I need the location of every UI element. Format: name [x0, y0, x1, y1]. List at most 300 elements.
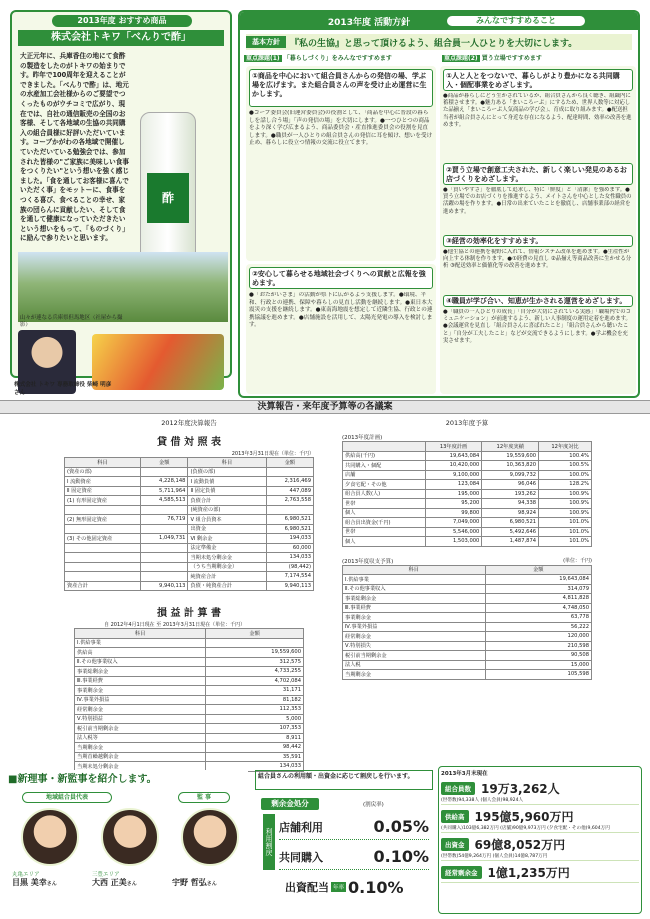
- left-panel: [10, 10, 232, 378]
- landscape-photo: [18, 252, 228, 322]
- pl-date: 自 2012年4月1日現在 至 2013年3月31日現在（単位：千円）: [104, 622, 246, 628]
- table-cell: Ⅴ.特別損失: [343, 641, 486, 651]
- stat-block: [441, 808, 639, 833]
- table-cell: 95,200: [425, 499, 482, 509]
- table-cell: 1,049,731: [141, 534, 188, 544]
- table-cell: 店舗: [343, 470, 426, 480]
- table-cell: 法人税等: [75, 733, 206, 743]
- table-row: [75, 714, 304, 724]
- director-suffix: さん: [206, 881, 217, 887]
- table-cell: 7,049,000: [425, 518, 482, 528]
- table-cell: [266, 505, 313, 515]
- table-row: [65, 505, 314, 515]
- table-cell: 193,262: [482, 489, 539, 499]
- table-cell: 法人税: [343, 660, 486, 670]
- table-cell: 35,591: [206, 752, 304, 762]
- k1-text: 「暮らしづくり」をみんなですすめます: [283, 55, 392, 62]
- table-cell: 76,719: [141, 515, 188, 525]
- table-row: [343, 670, 592, 680]
- stat-label: 供給高: [441, 810, 469, 823]
- table-cell: [141, 562, 188, 572]
- table-row: [343, 575, 592, 585]
- director-area: 丸亀エリア: [12, 872, 40, 878]
- right-badge: 2013年度 活動方針: [327, 18, 411, 28]
- table-cell: 税引前当期剰余金: [75, 724, 206, 734]
- dividend-intro: 組合員さんの利用額・出資金に応じて割戻しを行います。: [255, 770, 433, 790]
- table-cell: 法定準備金: [188, 543, 266, 553]
- table-cell: 195,000: [425, 489, 482, 499]
- basic-policy-text: 『私の生協』と思って頂けるよう、組合員一人ひとりを大切にします。: [290, 39, 578, 49]
- table-cell: [65, 562, 141, 572]
- table-cell: 81,182: [206, 695, 304, 705]
- table-cell: [65, 524, 141, 534]
- table-cell: 4,733,255: [206, 667, 304, 677]
- bottle-label-icon: 酢: [147, 173, 189, 223]
- table-header-cell: 金額: [206, 629, 304, 639]
- table-cell: （うち当期剰余金）: [188, 562, 266, 572]
- table-cell: 100.9%: [539, 499, 592, 509]
- d3-body: ●他生協との連携を視野に入れて、情報システム改革を進めます。●生産性が向上する体制を作ります。●①経費の見直し ②品揃え等商品改善に生かせる分析 ③配送効率と価値化等の改善を進めます。: [443, 249, 632, 270]
- directors-panel: [8, 770, 248, 912]
- table-header-row: [343, 442, 592, 452]
- director-card: [172, 808, 248, 908]
- table-header-row: [75, 629, 304, 639]
- table-cell: Ⅲ.事業経費: [343, 603, 486, 613]
- table-row: [65, 486, 314, 496]
- table-row: [75, 752, 304, 762]
- table-cell: 2,316,469: [266, 477, 313, 487]
- right-slogan: みんなですすめること: [446, 15, 586, 27]
- table-row: [343, 527, 592, 537]
- bs-caption: 2012年度決算報告: [161, 419, 217, 427]
- table-row: [343, 632, 592, 642]
- director-photo: [181, 808, 239, 866]
- rev-sub: (2013年度収支予算): [342, 558, 394, 565]
- c2-box: [246, 264, 436, 394]
- table-row: [343, 451, 592, 461]
- table-row: [343, 508, 592, 518]
- table-cell: [141, 524, 188, 534]
- table-header-cell: 金額: [141, 458, 188, 468]
- table-cell: 9,940,113: [266, 581, 313, 591]
- table-header-cell: 12年度実績: [482, 442, 539, 452]
- stat-value: 19万3,262人: [481, 782, 560, 796]
- section-title: 決算報告・来年度予算等の各議案: [257, 402, 393, 412]
- table-cell: 10,363,820: [482, 461, 539, 471]
- rev-unit: (単位：千円): [563, 557, 592, 564]
- table-row: [343, 584, 592, 594]
- rev-table: [342, 565, 592, 680]
- table-cell: Ⅲ.事業経費: [75, 676, 206, 686]
- stat-value: 195億5,960万円: [474, 810, 574, 824]
- table-cell: 19,643,084: [425, 451, 482, 461]
- c1-title: ①商品を中心において組合員さんからの発信の場、学ぶ場を広げます。また組合員さんの声を受け止め運営に生かします。: [249, 69, 433, 107]
- table-cell: 134,033: [266, 553, 313, 563]
- d1-body: ●商品が暮らしにどう生かされているか、組合員さんから良く聴き、組織内に蓄積させます。●魅力ある「まいころーぷ」にするため、世界人数等に対応した品揃え「まいころーぷ人気商品の学び会」、育成に取り組みます。●配送担当者が組合員さんにとって身近な存在になるよう、配達時間、効率の改善を進めます。: [443, 93, 632, 128]
- table-cell: [266, 467, 313, 477]
- table-row: [75, 657, 304, 667]
- table-cell: 101.0%: [539, 527, 592, 537]
- table-row: [65, 543, 314, 553]
- table-cell: 6,980,521: [266, 515, 313, 525]
- payout-tag: 年率: [331, 882, 346, 892]
- table-cell: [141, 572, 188, 582]
- table-row: [343, 470, 592, 480]
- director-area: [172, 870, 248, 877]
- table-header-cell: 13年度計画: [425, 442, 482, 452]
- table-row: [75, 676, 304, 686]
- table-cell: Ⅱ.その他事業収入: [75, 657, 206, 667]
- stats-asof: 2013年3月末現在: [441, 771, 488, 777]
- table-cell: 120,000: [485, 632, 591, 642]
- table-cell: 96,046: [482, 480, 539, 490]
- table-cell: Ⅱ 固定資産: [65, 486, 141, 496]
- table-cell: 4,702,084: [206, 676, 304, 686]
- table-cell: 4,811,828: [485, 594, 591, 604]
- stat-value: 69億8,052万円: [474, 838, 566, 852]
- director-name-text: 宇野 哲弘: [172, 878, 207, 887]
- table-cell: 100.4%: [539, 451, 592, 461]
- table-cell: 447,089: [266, 486, 313, 496]
- table-cell: Ⅰ.供給事業: [343, 575, 486, 585]
- dividend-side: 利用割戻: [263, 814, 275, 870]
- table-header-row: [343, 565, 592, 575]
- director-photo: [101, 808, 159, 866]
- table-cell: 2,763,558: [266, 496, 313, 506]
- table-cell: Ⅰ 流動資産: [65, 477, 141, 487]
- table-row: [75, 686, 304, 696]
- basic-policy-row: [246, 34, 632, 50]
- table-cell: 事業総剰余金: [343, 594, 486, 604]
- table-cell: Ⅵ 剰余金: [188, 534, 266, 544]
- stat-value: 1億1,235万円: [487, 866, 570, 880]
- c2-title: ②安心して暮らせる地域社会づくりへの貢献と広報を強めます。: [249, 267, 433, 289]
- dividend-panel: [255, 770, 433, 912]
- basic-policy-label: 基本方針: [246, 36, 286, 48]
- d3-title: ③経営の効率化をすすめます。: [443, 235, 633, 247]
- table-cell: 負債・純資産合計: [188, 581, 266, 591]
- stat-sub: (世帯数)94,338人 (個人会員)98,924人: [441, 798, 524, 803]
- table-cell: 63,778: [485, 613, 591, 623]
- d1-title: ①人と人とをつないで、暮らしがより豊かになる共同購入・個配事業をめざします。: [443, 69, 633, 91]
- table-cell: 出資金: [188, 524, 266, 534]
- table-cell: 100.9%: [539, 489, 592, 499]
- table-cell: 1,503,000: [425, 537, 482, 547]
- table-cell: 194,033: [266, 534, 313, 544]
- table-cell: 5,000: [206, 714, 304, 724]
- table-cell: 共同購入・個配: [343, 461, 426, 471]
- table-row: [343, 651, 592, 661]
- table-row: [65, 553, 314, 563]
- photo-caption: 山々が連なる兵庫県但馬地区（社屋から撮影）: [20, 315, 123, 328]
- table-row: [65, 477, 314, 487]
- table-cell: (2) 無形固定資産: [65, 515, 141, 525]
- left-badge: 2013年度 おすすめ商品: [52, 15, 192, 27]
- right-label: 監 事: [178, 792, 230, 803]
- table-cell: 100.9%: [539, 508, 592, 518]
- balance-sheet: [64, 418, 314, 591]
- table-cell: 6,980,521: [482, 518, 539, 528]
- payout-label: 出資配当: [285, 881, 329, 894]
- table-cell: 4,585,513: [141, 496, 188, 506]
- table-header-cell: 金額: [266, 458, 313, 468]
- table-row: [343, 660, 592, 670]
- table-row: [75, 724, 304, 734]
- dividend-row-value: 0.05%: [373, 817, 429, 836]
- table-cell: 15,000: [485, 660, 591, 670]
- table-cell: 組合員出資金(千円): [343, 518, 426, 528]
- table-cell: 個人: [343, 537, 426, 547]
- table-cell: 94,338: [482, 499, 539, 509]
- table-row: [75, 743, 304, 753]
- table-cell: 210,598: [485, 641, 591, 651]
- pl-title: 損 益 計 算 書: [157, 608, 221, 619]
- c2-body: ●「おたがいさま」の活動が県下に広がるよう支援します。●環境、平和、行政との連携、保障や暮らしの見直し活動を継続します。●東日本大震災の支援を継続します。●東南海地震を想定して近隣生協、行政との連携協議を進めます。●店舗施設を活用して、太陽光発電の導入を検討します。: [249, 292, 433, 329]
- section-title-bar: [0, 400, 650, 414]
- table-cell: Ⅱ.その他事業収入: [343, 584, 486, 594]
- table-header-cell: 12年度対比: [539, 442, 592, 452]
- table-cell: Ⅰ.供給事業: [75, 638, 206, 648]
- directors-title: ■新理事・新監事を紹介します。: [8, 774, 157, 785]
- table-row: [75, 695, 304, 705]
- table-row: [343, 603, 592, 613]
- dividend-unit-note: (割戻率): [363, 802, 384, 808]
- table-cell: 当期剰余金: [75, 743, 206, 753]
- director-suffix: さん: [126, 881, 137, 887]
- table-cell: 当期剰余金: [343, 670, 486, 680]
- d2-body: ●「買いやすさ」を徹底して追求し、特に「鮮度」と「清潔」を強めます。●買う立場でのお店づくりを推進するよう、メイトさんを中心とした女性職員の活躍の場を作ります。●日常の出来ていたことを徹底し、店舗事業部の経営を進めます。: [443, 187, 632, 215]
- table-cell: 99,800: [425, 508, 482, 518]
- bs-table: [64, 457, 314, 591]
- k1-label: 重点課題(1): [246, 55, 280, 62]
- director-name-text: 目黒 美幸: [12, 878, 47, 887]
- table-cell: 当期未処分剰余金: [188, 553, 266, 563]
- table-row: [75, 638, 304, 648]
- table-row: [343, 518, 592, 528]
- director-card: [92, 808, 168, 908]
- stat-block: [441, 836, 639, 861]
- table-header-cell: 科目: [343, 565, 486, 575]
- table-row: [343, 537, 592, 547]
- left-body: 大正元年に、兵庫香住の地にて食酢の製造をしたのがトキワの始まりです。昨年で100周年を迎えることができました。「べんりで酢」は、地元の水産加工会社様からのご要望でつくったものがウチコミで広がり、現在では、自社の通信販売の全国のお客様、そして各地域の生協の共同購入の組合員様に好評いただいています。コープかがわの各地域で開催していただいている勉強会では、参加された皆様の"ご家族に美味しい食事をつくりたい"という想いを強く感じました。「食を通してお客様に喜んでいただく事」をモットーに、食事をつくる喜び、食べることの幸せ、家族の団らんに貢献したい、そして食を通して健康になっていただきたいという想いをもって、「ものづくり」に励んで参りたいと思います。: [20, 52, 129, 243]
- director-name-text: 大西 正美: [92, 878, 127, 887]
- table-cell: 供給高: [75, 648, 206, 658]
- table-row: [343, 622, 592, 632]
- table-cell: 経常剰余金: [75, 705, 206, 715]
- table-cell: [206, 638, 304, 648]
- table-cell: [65, 553, 141, 563]
- director-card: [12, 808, 88, 908]
- table-cell: 税引前当期剰余金: [343, 651, 486, 661]
- bs-title: 貸 借 対 照 表: [157, 437, 221, 448]
- table-cell: 123,084: [425, 480, 482, 490]
- table-row: [65, 534, 314, 544]
- table-cell: 56,222: [485, 622, 591, 632]
- c1-body: ●コープ委員会(旧運営委員会)の役割として、「商品を中心に普段の暮らしを話し合う場」「声の発信の場」を大切にします。●一つひとつの商品をより深く学び広まるよう、商品委員会・産直推進委員会の役割を見直します。●職員が一人ひとりの組合員さんの発信に耳を傾け、想いを受け止め、暮らしに役立つ情報の交流に役立てます。: [249, 110, 433, 147]
- dividend-row-value: 0.10%: [373, 847, 429, 866]
- pl-statement: [64, 604, 314, 772]
- director-name: [92, 877, 168, 888]
- table-cell: 経常剰余金: [343, 632, 486, 642]
- dividend-row-label: 店舗利用: [279, 820, 323, 834]
- table-cell: Ⅴ 組合員資本: [188, 515, 266, 525]
- payout-value: 0.10%: [348, 877, 404, 897]
- company-title: 株式会社トキワ「べんりで酢」: [18, 30, 224, 46]
- table-cell: (1) 有形固定資産: [65, 496, 141, 506]
- table-cell: 128.2%: [539, 480, 592, 490]
- d2-title: ②買う立場で創意工夫された、新しく楽しい発見のあるお店づくりをめざします。: [443, 163, 633, 185]
- table-cell: (資産の部): [65, 467, 141, 477]
- table-cell: 8,911: [206, 733, 304, 743]
- stat-label: 経常剰余金: [441, 866, 482, 879]
- table-cell: 負債合計: [188, 496, 266, 506]
- stat-block: [441, 864, 639, 883]
- d-column: [440, 66, 636, 394]
- table-row: [75, 733, 304, 743]
- table-cell: 事業剰余金: [343, 613, 486, 623]
- table-cell: 31,171: [206, 686, 304, 696]
- table-row: [65, 581, 314, 591]
- table-row: [65, 496, 314, 506]
- table-header-cell: 科目: [75, 629, 206, 639]
- table-cell: 7,174,554: [266, 572, 313, 582]
- budget-table: [342, 441, 592, 547]
- person-caption: 株式会社 トキワ 専務取締役 柴崎 明彦さん: [14, 382, 112, 396]
- director-suffix: さん: [46, 881, 57, 887]
- table-cell: 4,748,050: [485, 603, 591, 613]
- table-row: [343, 461, 592, 471]
- table-cell: Ⅳ.事業外損益: [343, 622, 486, 632]
- right-panel: [238, 10, 640, 398]
- budget-title: 2013年度予算: [445, 419, 489, 427]
- budget-sub: (2013年度計画): [342, 435, 383, 441]
- stats-items: [441, 780, 639, 883]
- table-cell: 1,487,874: [482, 537, 539, 547]
- table-cell: 組合員人数(人): [343, 489, 426, 499]
- table-cell: Ⅱ 固定負債: [188, 486, 266, 496]
- table-cell: 事業剰余金: [75, 686, 206, 696]
- table-cell: 5,711,964: [141, 486, 188, 496]
- table-cell: 101.0%: [539, 518, 592, 528]
- table-header-row: [65, 458, 314, 468]
- table-cell: [65, 572, 141, 582]
- table-cell: (98,442): [266, 562, 313, 572]
- stat-label: 組合員数: [441, 782, 475, 795]
- table-row: [65, 467, 314, 477]
- table-cell: 100.5%: [539, 461, 592, 471]
- table-row: [75, 705, 304, 715]
- d4-title: ④職員が学び合い、知恵が生かされる運営をめざします。: [443, 295, 633, 307]
- table-cell: 事業総剰余金: [75, 667, 206, 677]
- table-cell: [141, 467, 188, 477]
- table-cell: [141, 505, 188, 515]
- table-cell: 19,643,084: [485, 575, 591, 585]
- director-name: [172, 877, 248, 888]
- table-cell: 101.0%: [539, 537, 592, 547]
- table-cell: 19,559,600: [482, 451, 539, 461]
- table-cell: (3) その他固定資産: [65, 534, 141, 544]
- payout-row: [285, 876, 429, 898]
- table-cell: 5,546,000: [425, 527, 482, 537]
- left-label: 地域組合員代表: [22, 792, 112, 803]
- table-cell: 供給高(千円): [343, 451, 426, 461]
- table-cell: Ⅳ.事業外損益: [75, 695, 206, 705]
- table-row: [75, 648, 304, 658]
- table-header-cell: 金額: [485, 565, 591, 575]
- table-row: [65, 515, 314, 525]
- budget-plan: [342, 418, 592, 680]
- director-name: [12, 877, 88, 888]
- table-cell: 98,442: [206, 743, 304, 753]
- table-row: [65, 572, 314, 582]
- k2-header: [442, 53, 637, 63]
- director-photo: [21, 808, 79, 866]
- table-cell: Ⅰ 流動負債: [188, 477, 266, 487]
- stat-label: 出資金: [441, 838, 469, 851]
- table-row: [343, 613, 592, 623]
- table-row: [65, 562, 314, 572]
- table-cell: 資産合計: [65, 581, 141, 591]
- table-cell: 9,940,113: [141, 581, 188, 591]
- table-cell: 90,508: [485, 651, 591, 661]
- table-cell: 当期未処分剰余金: [75, 762, 206, 772]
- c1-box: [246, 66, 436, 261]
- dividend-row-label: 共同購入: [279, 850, 323, 864]
- table-cell: 314,079: [485, 584, 591, 594]
- table-cell: 312,575: [206, 657, 304, 667]
- table-cell: 107,353: [206, 724, 304, 734]
- table-cell: 当期首繰越剰余金: [75, 752, 206, 762]
- k2-label: 重点課題(2): [444, 55, 478, 62]
- table-cell: 夕食宅配・その他: [343, 480, 426, 490]
- table-cell: 98,924: [482, 508, 539, 518]
- table-header-cell: 科目: [188, 458, 266, 468]
- table-row: [343, 641, 592, 651]
- table-cell: (純資産の部): [188, 505, 266, 515]
- stat-sub: (世帯数)54億9,264万円 (個人会員)14億8,787万円: [441, 854, 548, 859]
- d4-body: ●「職員の一人ひとりの成長」「自分が大切にされている実感」「職場内でのコミュニケーション」が前進するよう、新しい人事制度の運用定着を進めます。●会議運営を見直し「組合員さんに喜ばれたこと」「組合員さんから聴いたこと」「自分が工夫したこと」などが交流できるようにします。●学ぶ機会を充実させます。: [443, 309, 631, 344]
- table-cell: 世帯: [343, 499, 426, 509]
- table-row: [65, 524, 314, 534]
- k2-text: 買う立場ですすめます: [481, 55, 542, 62]
- table-row: [343, 480, 592, 490]
- table-row: [343, 489, 592, 499]
- table-cell: 134,033: [206, 762, 304, 772]
- table-cell: 世帯: [343, 527, 426, 537]
- table-row: [343, 499, 592, 509]
- table-cell: [141, 543, 188, 553]
- table-header-cell: [343, 442, 426, 452]
- table-cell: 60,000: [266, 543, 313, 553]
- k1-header: [244, 53, 439, 63]
- table-cell: 100.0%: [539, 470, 592, 480]
- table-cell: 4,228,148: [141, 477, 188, 487]
- dividend-row: [279, 814, 429, 840]
- pl-table: [74, 628, 304, 772]
- table-row: [343, 594, 592, 604]
- director-area: 三豊エリア: [92, 872, 120, 878]
- table-cell: [65, 505, 141, 515]
- table-header-cell: 科目: [65, 458, 141, 468]
- table-cell: Ⅴ.特別損益: [75, 714, 206, 724]
- table-cell: 19,559,600: [206, 648, 304, 658]
- stat-sub: (共同購入)103億6,382万円 (店舗)90億9,973万円 (夕食宅配・その他)9,604万円: [441, 826, 610, 831]
- dividend-label: 剰余金処分: [261, 798, 319, 810]
- dividend-row: [279, 844, 429, 870]
- table-cell: 112,353: [206, 705, 304, 715]
- table-row: [75, 667, 304, 677]
- table-cell: 10,420,000: [425, 461, 482, 471]
